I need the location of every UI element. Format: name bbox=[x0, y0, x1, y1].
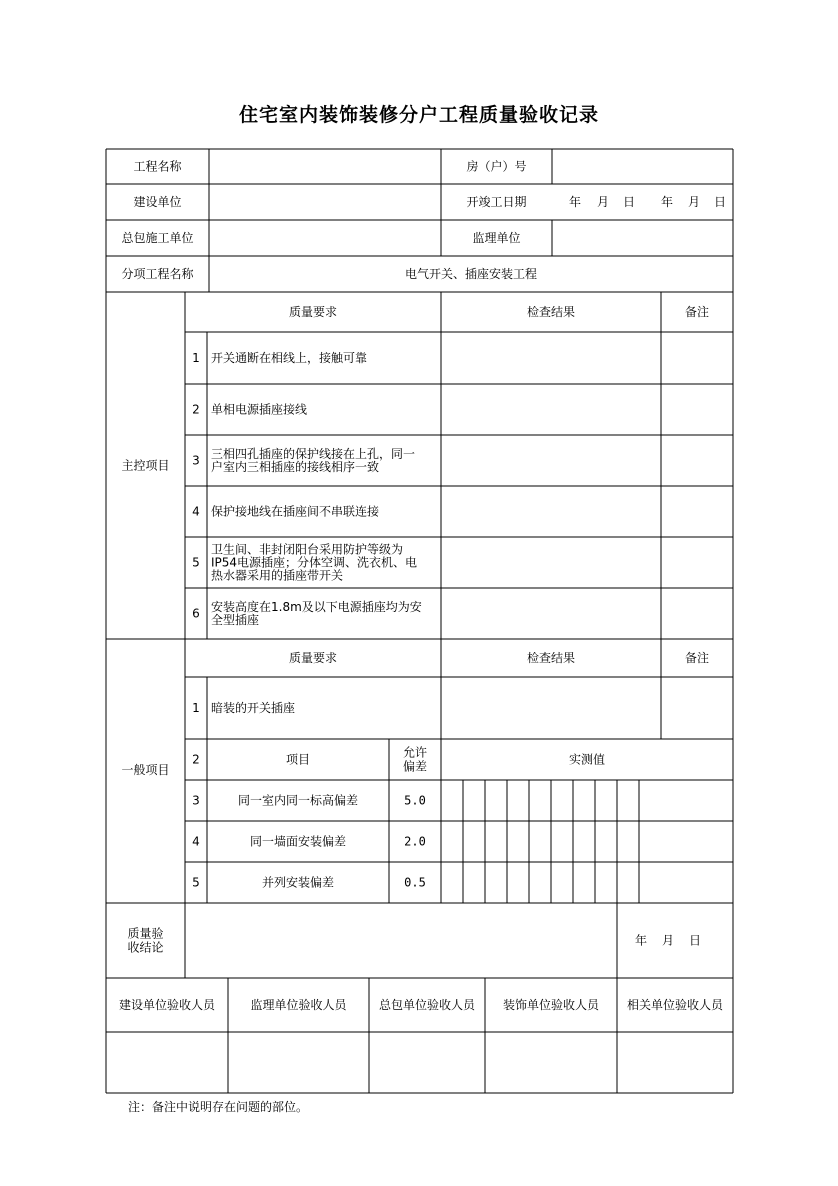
general-subheader-tolerance-line-1: 允许 bbox=[402, 745, 428, 760]
signature-label-4: 装饰单位验收人员 bbox=[502, 998, 600, 1012]
general-item-no-2: 2 bbox=[192, 752, 200, 767]
main-control-item-no-4: 4 bbox=[192, 504, 200, 519]
main-control-item-text-3-line-1: 三相四孔插座的保护线接在上孔，同一 bbox=[211, 447, 416, 461]
main-control-item-text-5-line-2: IP54电源插座；分体空调、洗衣机、电 bbox=[211, 555, 418, 570]
signature-label-5: 相关单位验收人员 bbox=[626, 998, 724, 1012]
table-text bbox=[119, 159, 726, 1013]
main-control-item-text-6-line-2: 全型插座 bbox=[211, 613, 260, 627]
date-part-6: 日 bbox=[713, 195, 727, 209]
general-item-text-1: 暗装的开关插座 bbox=[211, 701, 296, 715]
conclusion-label-line-2: 收结论 bbox=[127, 940, 164, 955]
main-control-item-text-4-line-1: 保护接地线在插座间不串联连接 bbox=[211, 504, 380, 519]
main-control-item-text-2-line-1: 单相电源插座接线 bbox=[211, 402, 308, 417]
main-control-item-no-3: 3 bbox=[192, 453, 200, 468]
general-item-no-5: 5 bbox=[192, 875, 200, 890]
signature-label-2: 监理单位验收人员 bbox=[250, 998, 347, 1012]
document-title: 住宅室内装饰装修分户工程质量验收记录 bbox=[238, 104, 599, 126]
general-item-text-5: 并列安装偏差 bbox=[261, 875, 335, 890]
signature-label-3: 总包单位验收人员 bbox=[378, 998, 476, 1012]
date-part-4: 年 bbox=[660, 195, 674, 209]
date-part-3: 日 bbox=[622, 195, 636, 209]
general-item-tolerance-3: 5.0 bbox=[404, 793, 426, 808]
main-control-item-text-6-line-1: 安装高度在1.8m及以下电源插座均为安 bbox=[211, 600, 422, 614]
subproject-value: 电气开关、插座安装工程 bbox=[404, 267, 538, 281]
date-part-1: 年 bbox=[568, 195, 582, 209]
general-subheader-measured: 实测值 bbox=[568, 752, 606, 767]
main-control-item-text-5-line-3: 热水器采用的插座带开关 bbox=[211, 568, 344, 583]
conclusion-date-part-1: 年 bbox=[634, 933, 648, 948]
main-control-item-text-3-line-2: 户室内三相插座的接线相序一致 bbox=[211, 460, 380, 474]
start-end-date-label: 开竣工日期 bbox=[466, 195, 527, 209]
main-control-item-no-1: 1 bbox=[192, 351, 200, 365]
main-control-item-no-2: 2 bbox=[192, 402, 200, 417]
conclusion-date-part-2: 月 bbox=[661, 933, 675, 948]
supervisor-label: 监理单位 bbox=[472, 231, 521, 245]
footnote: 注：备注中说明存在问题的部位。 bbox=[128, 1100, 309, 1114]
room-number-label: 房（户）号 bbox=[466, 159, 527, 174]
general-col-result: 检查结果 bbox=[526, 651, 576, 665]
signature-label-1: 建设单位验收人员 bbox=[118, 998, 216, 1012]
date-part-2: 月 bbox=[596, 195, 610, 209]
general-col-requirement: 质量要求 bbox=[288, 651, 338, 665]
general-item-text-4: 同一墙面安装偏差 bbox=[249, 834, 347, 849]
main-control-item-text-5-line-1: 卫生间、非封闭阳台采用防护等级为 bbox=[211, 542, 404, 557]
main-control-section-label: 主控项目 bbox=[121, 458, 170, 473]
general-item-no-3: 3 bbox=[192, 793, 200, 808]
builder-label: 建设单位 bbox=[133, 195, 182, 209]
main-control-item-text-1-line-1: 开关通断在相线上，接触可靠 bbox=[211, 351, 368, 365]
general-item-no-4: 4 bbox=[192, 834, 200, 849]
general-item-tolerance-4: 2.0 bbox=[404, 834, 426, 849]
general-col-remark: 备注 bbox=[684, 651, 710, 665]
conclusion-label-line-1: 质量验 bbox=[127, 926, 164, 941]
table-grid-lines bbox=[106, 149, 733, 1093]
general-subheader-item: 项目 bbox=[285, 752, 311, 767]
general-item-no-1: 1 bbox=[192, 701, 200, 715]
general-subheader-tolerance-line-2: 偏差 bbox=[402, 759, 428, 774]
date-part-5: 月 bbox=[687, 195, 701, 209]
general-item-tolerance-5: 0.5 bbox=[404, 875, 426, 890]
main-control-item-no-6: 6 bbox=[192, 606, 200, 621]
main-control-col-result: 检查结果 bbox=[526, 305, 576, 319]
main-control-col-remark: 备注 bbox=[684, 305, 710, 319]
contractor-label: 总包施工单位 bbox=[121, 231, 194, 245]
main-control-col-requirement: 质量要求 bbox=[288, 305, 338, 319]
general-item-text-3: 同一室内同一标高偏差 bbox=[237, 793, 359, 808]
general-section-label: 一般项目 bbox=[121, 763, 170, 777]
conclusion-date-part-3: 日 bbox=[688, 933, 702, 948]
project-name-label: 工程名称 bbox=[133, 159, 182, 174]
subproject-label: 分项工程名称 bbox=[121, 267, 194, 281]
main-control-item-no-5: 5 bbox=[192, 555, 200, 570]
